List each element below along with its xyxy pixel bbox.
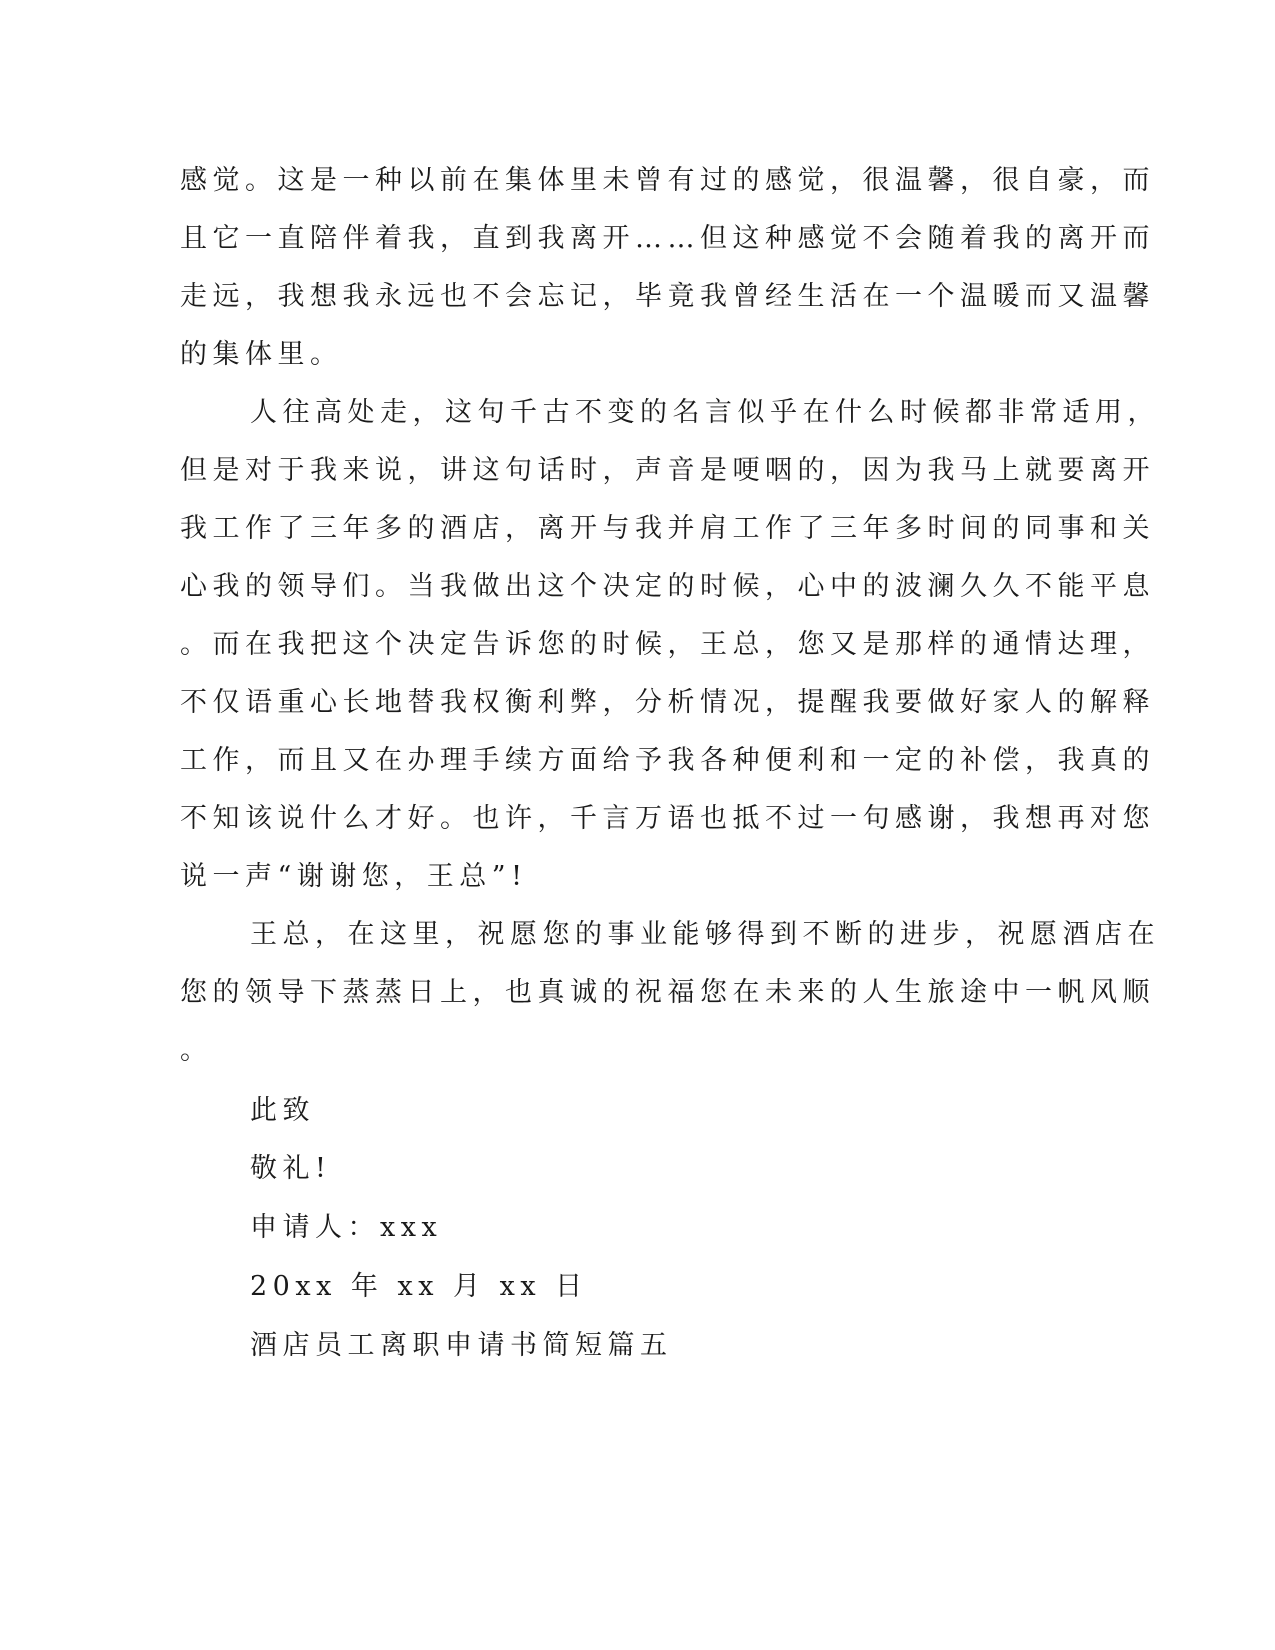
paragraph-line: 王总，在这里，祝愿您的事业能够得到不断的进步，祝愿酒店在 [250,919,1160,950]
paragraph-line: 。而在我把这个决定告诉您的时候，王总，您又是那样的通情达理， [180,629,1155,660]
paragraph-line: 且它一直陪伴着我，直到我离开……但这种感觉不会随着我的离开而 [180,223,1155,254]
paragraph-line: 不仅语重心长地替我权衡利弊，分析情况，提醒我要做好家人的解释 [180,687,1155,718]
paragraph-line: 走远，我想我永远也不会忘记，毕竟我曾经生活在一个温暖而又温馨 [180,281,1155,312]
paragraph-line: 。 [180,1035,213,1066]
paragraph-line: 但是对于我来说，讲这句话时，声音是哽咽的，因为我马上就要离开 [180,455,1155,486]
application-date: 20xx 年 xx 月 xx 日 [250,1271,588,1302]
paragraph-line: 的集体里。 [180,339,343,370]
paragraph-line: 说一声“谢谢您，王总”! [180,861,528,892]
paragraph-line: 您的领导下蒸蒸日上，也真诚的祝福您在未来的人生旅途中一帆风顺 [180,977,1155,1008]
closing-regards: 敬礼! [250,1153,332,1184]
closing-salutation: 此致 [250,1095,315,1126]
applicant-name: 申请人：xxx [250,1212,443,1243]
paragraph-line: 心我的领导们。当我做出这个决定的时候，心中的波澜久久不能平息 [180,571,1155,602]
paragraph-line: 人往高处走，这句千古不变的名言似乎在什么时候都非常适用， [250,397,1160,428]
paragraph-line: 不知该说什么才好。也许，千言万语也抵不过一句感谢，我想再对您 [180,803,1155,834]
paragraph-line: 感觉。这是一种以前在集体里未曾有过的感觉，很温馨，很自豪，而 [180,165,1155,196]
section-title: 酒店员工离职申请书简短篇五 [250,1330,673,1361]
paragraph-line: 工作，而且又在办理手续方面给予我各种便利和一定的补偿，我真的 [180,745,1155,776]
paragraph-line: 我工作了三年多的酒店，离开与我并肩工作了三年多时间的同事和关 [180,513,1155,544]
